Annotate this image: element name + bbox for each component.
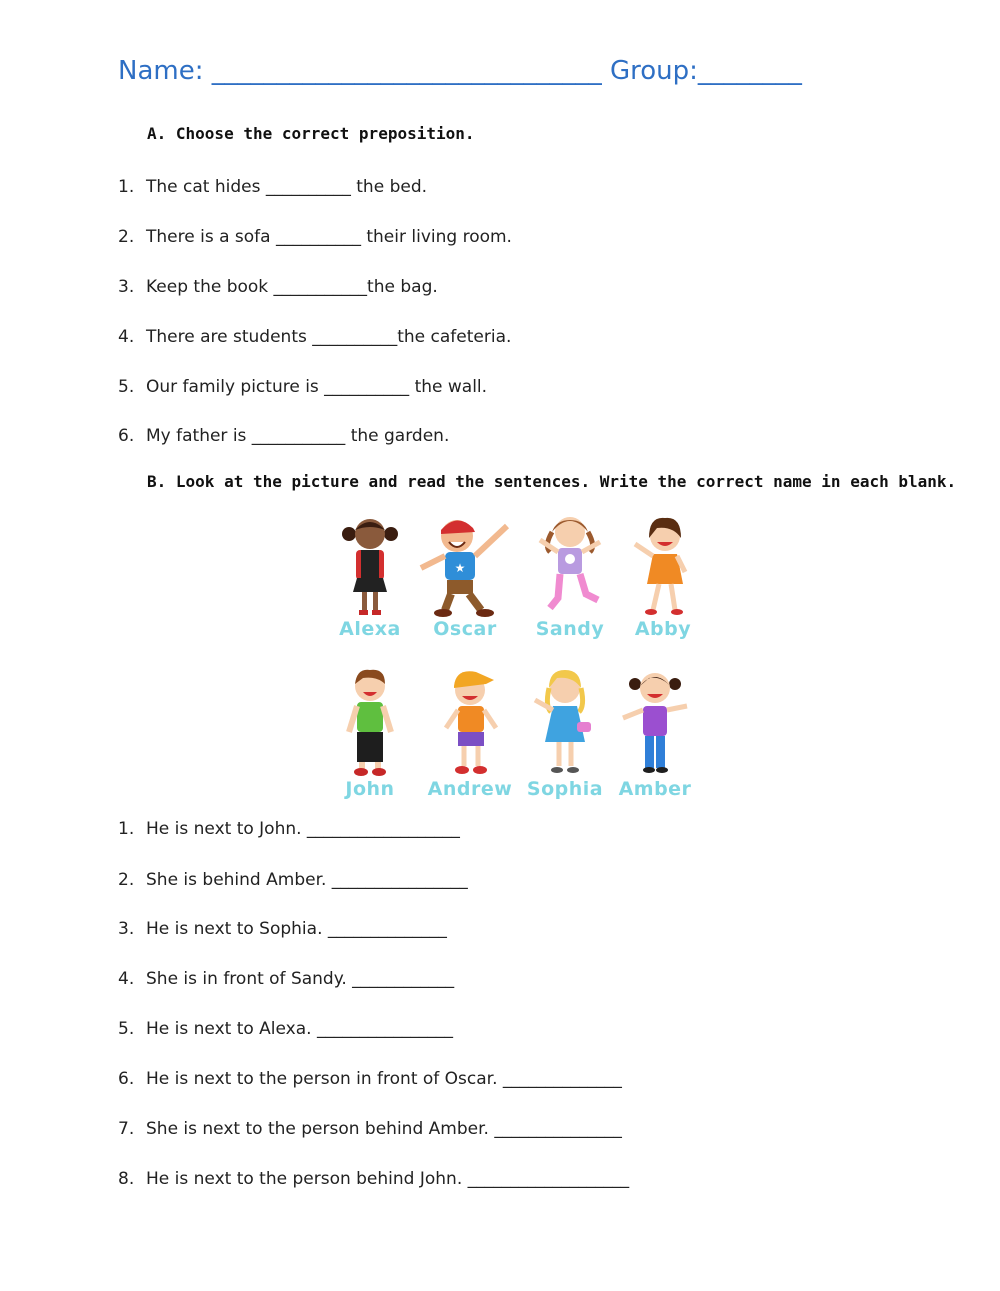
boy-figure-icon bbox=[415, 512, 515, 618]
question-b-7[interactable] bbox=[118, 1119, 622, 1139]
question-number: 1. bbox=[118, 819, 135, 839]
child-oscar bbox=[415, 512, 515, 640]
question-number: 2. bbox=[118, 227, 135, 247]
question-b-8[interactable] bbox=[118, 1169, 629, 1189]
question-text: There is a sofa __________ their living room. bbox=[146, 227, 512, 247]
section-b-title: B. Look at the picture and read the sentences. Write the correct name in each blank. bbox=[147, 472, 957, 491]
girl-figure-icon bbox=[623, 512, 703, 618]
question-b-5[interactable] bbox=[118, 1019, 453, 1039]
svg-text:★: ★ bbox=[454, 561, 466, 575]
question-number: 3. bbox=[118, 277, 135, 297]
question-number: 7. bbox=[118, 1119, 135, 1139]
question-b-4[interactable] bbox=[118, 969, 454, 989]
question-text: The cat hides __________ the bed. bbox=[146, 177, 428, 197]
girl-figure-icon bbox=[335, 512, 405, 618]
question-text: She is behind Amber. ________________ bbox=[146, 870, 468, 890]
child-name-label: Andrew bbox=[427, 778, 513, 800]
question-text: Our family picture is __________ the wall. bbox=[146, 377, 488, 397]
question-text: He is next to the person behind John. ___________________ bbox=[146, 1169, 630, 1189]
child-andrew bbox=[420, 666, 520, 800]
question-text: He is next to Alexa. ________________ bbox=[146, 1019, 453, 1039]
group-field-label[interactable]: Group:________ bbox=[610, 56, 802, 86]
question-b-6[interactable] bbox=[118, 1069, 622, 1089]
question-a-4[interactable] bbox=[118, 327, 511, 347]
question-number: 3. bbox=[118, 919, 135, 939]
child-alexa bbox=[320, 512, 420, 640]
children-illustration bbox=[320, 512, 720, 812]
child-name-label: Sophia bbox=[526, 778, 604, 800]
girl-figure-icon bbox=[615, 666, 695, 778]
child-abby bbox=[613, 512, 713, 640]
child-sandy bbox=[520, 512, 620, 640]
question-a-5[interactable] bbox=[118, 377, 487, 397]
question-b-2[interactable] bbox=[118, 870, 468, 890]
question-number: 8. bbox=[118, 1169, 135, 1189]
child-sophia bbox=[515, 666, 615, 800]
name-field-label[interactable]: Name: ______________________________ bbox=[118, 56, 610, 86]
question-text: He is next to the person in front of Oscar. ______________ bbox=[146, 1069, 622, 1089]
child-amber bbox=[605, 666, 705, 800]
question-number: 6. bbox=[118, 1069, 135, 1089]
question-text: Keep the book ___________the bag. bbox=[146, 277, 438, 297]
question-number: 1. bbox=[118, 177, 135, 197]
question-number: 5. bbox=[118, 377, 135, 397]
worksheet-header bbox=[118, 56, 802, 86]
question-text: She is in front of Sandy. ____________ bbox=[146, 969, 455, 989]
question-a-6[interactable] bbox=[118, 426, 449, 446]
boy-figure-icon bbox=[430, 666, 510, 778]
question-b-1[interactable] bbox=[118, 819, 460, 839]
child-name-label: Oscar bbox=[433, 618, 497, 640]
question-a-3[interactable] bbox=[118, 277, 438, 297]
girl-figure-icon bbox=[525, 666, 605, 778]
child-name-label: Sandy bbox=[535, 618, 605, 640]
girl-figure-icon bbox=[530, 512, 610, 618]
child-name-label: John bbox=[345, 778, 395, 800]
boy-figure-icon bbox=[335, 666, 405, 778]
question-number: 4. bbox=[118, 327, 135, 347]
section-a-title: A. Choose the correct preposition. bbox=[147, 124, 475, 143]
question-a-2[interactable] bbox=[118, 227, 512, 247]
question-number: 4. bbox=[118, 969, 135, 989]
question-number: 5. bbox=[118, 1019, 135, 1039]
question-b-3[interactable] bbox=[118, 919, 447, 939]
question-text: He is next to John. __________________ bbox=[146, 819, 460, 839]
question-number: 2. bbox=[118, 870, 135, 890]
question-text: He is next to Sophia. ______________ bbox=[146, 919, 447, 939]
question-text: She is next to the person behind Amber. _______________ bbox=[146, 1119, 622, 1139]
question-text: There are students __________the cafeteria. bbox=[146, 327, 512, 347]
child-name-label: Amber bbox=[618, 778, 692, 800]
child-name-label: Alexa bbox=[339, 618, 401, 640]
question-a-1[interactable] bbox=[118, 177, 427, 197]
question-text: My father is ___________ the garden. bbox=[146, 426, 450, 446]
question-number: 6. bbox=[118, 426, 135, 446]
child-john bbox=[320, 666, 420, 800]
child-name-label: Abby bbox=[634, 618, 692, 640]
